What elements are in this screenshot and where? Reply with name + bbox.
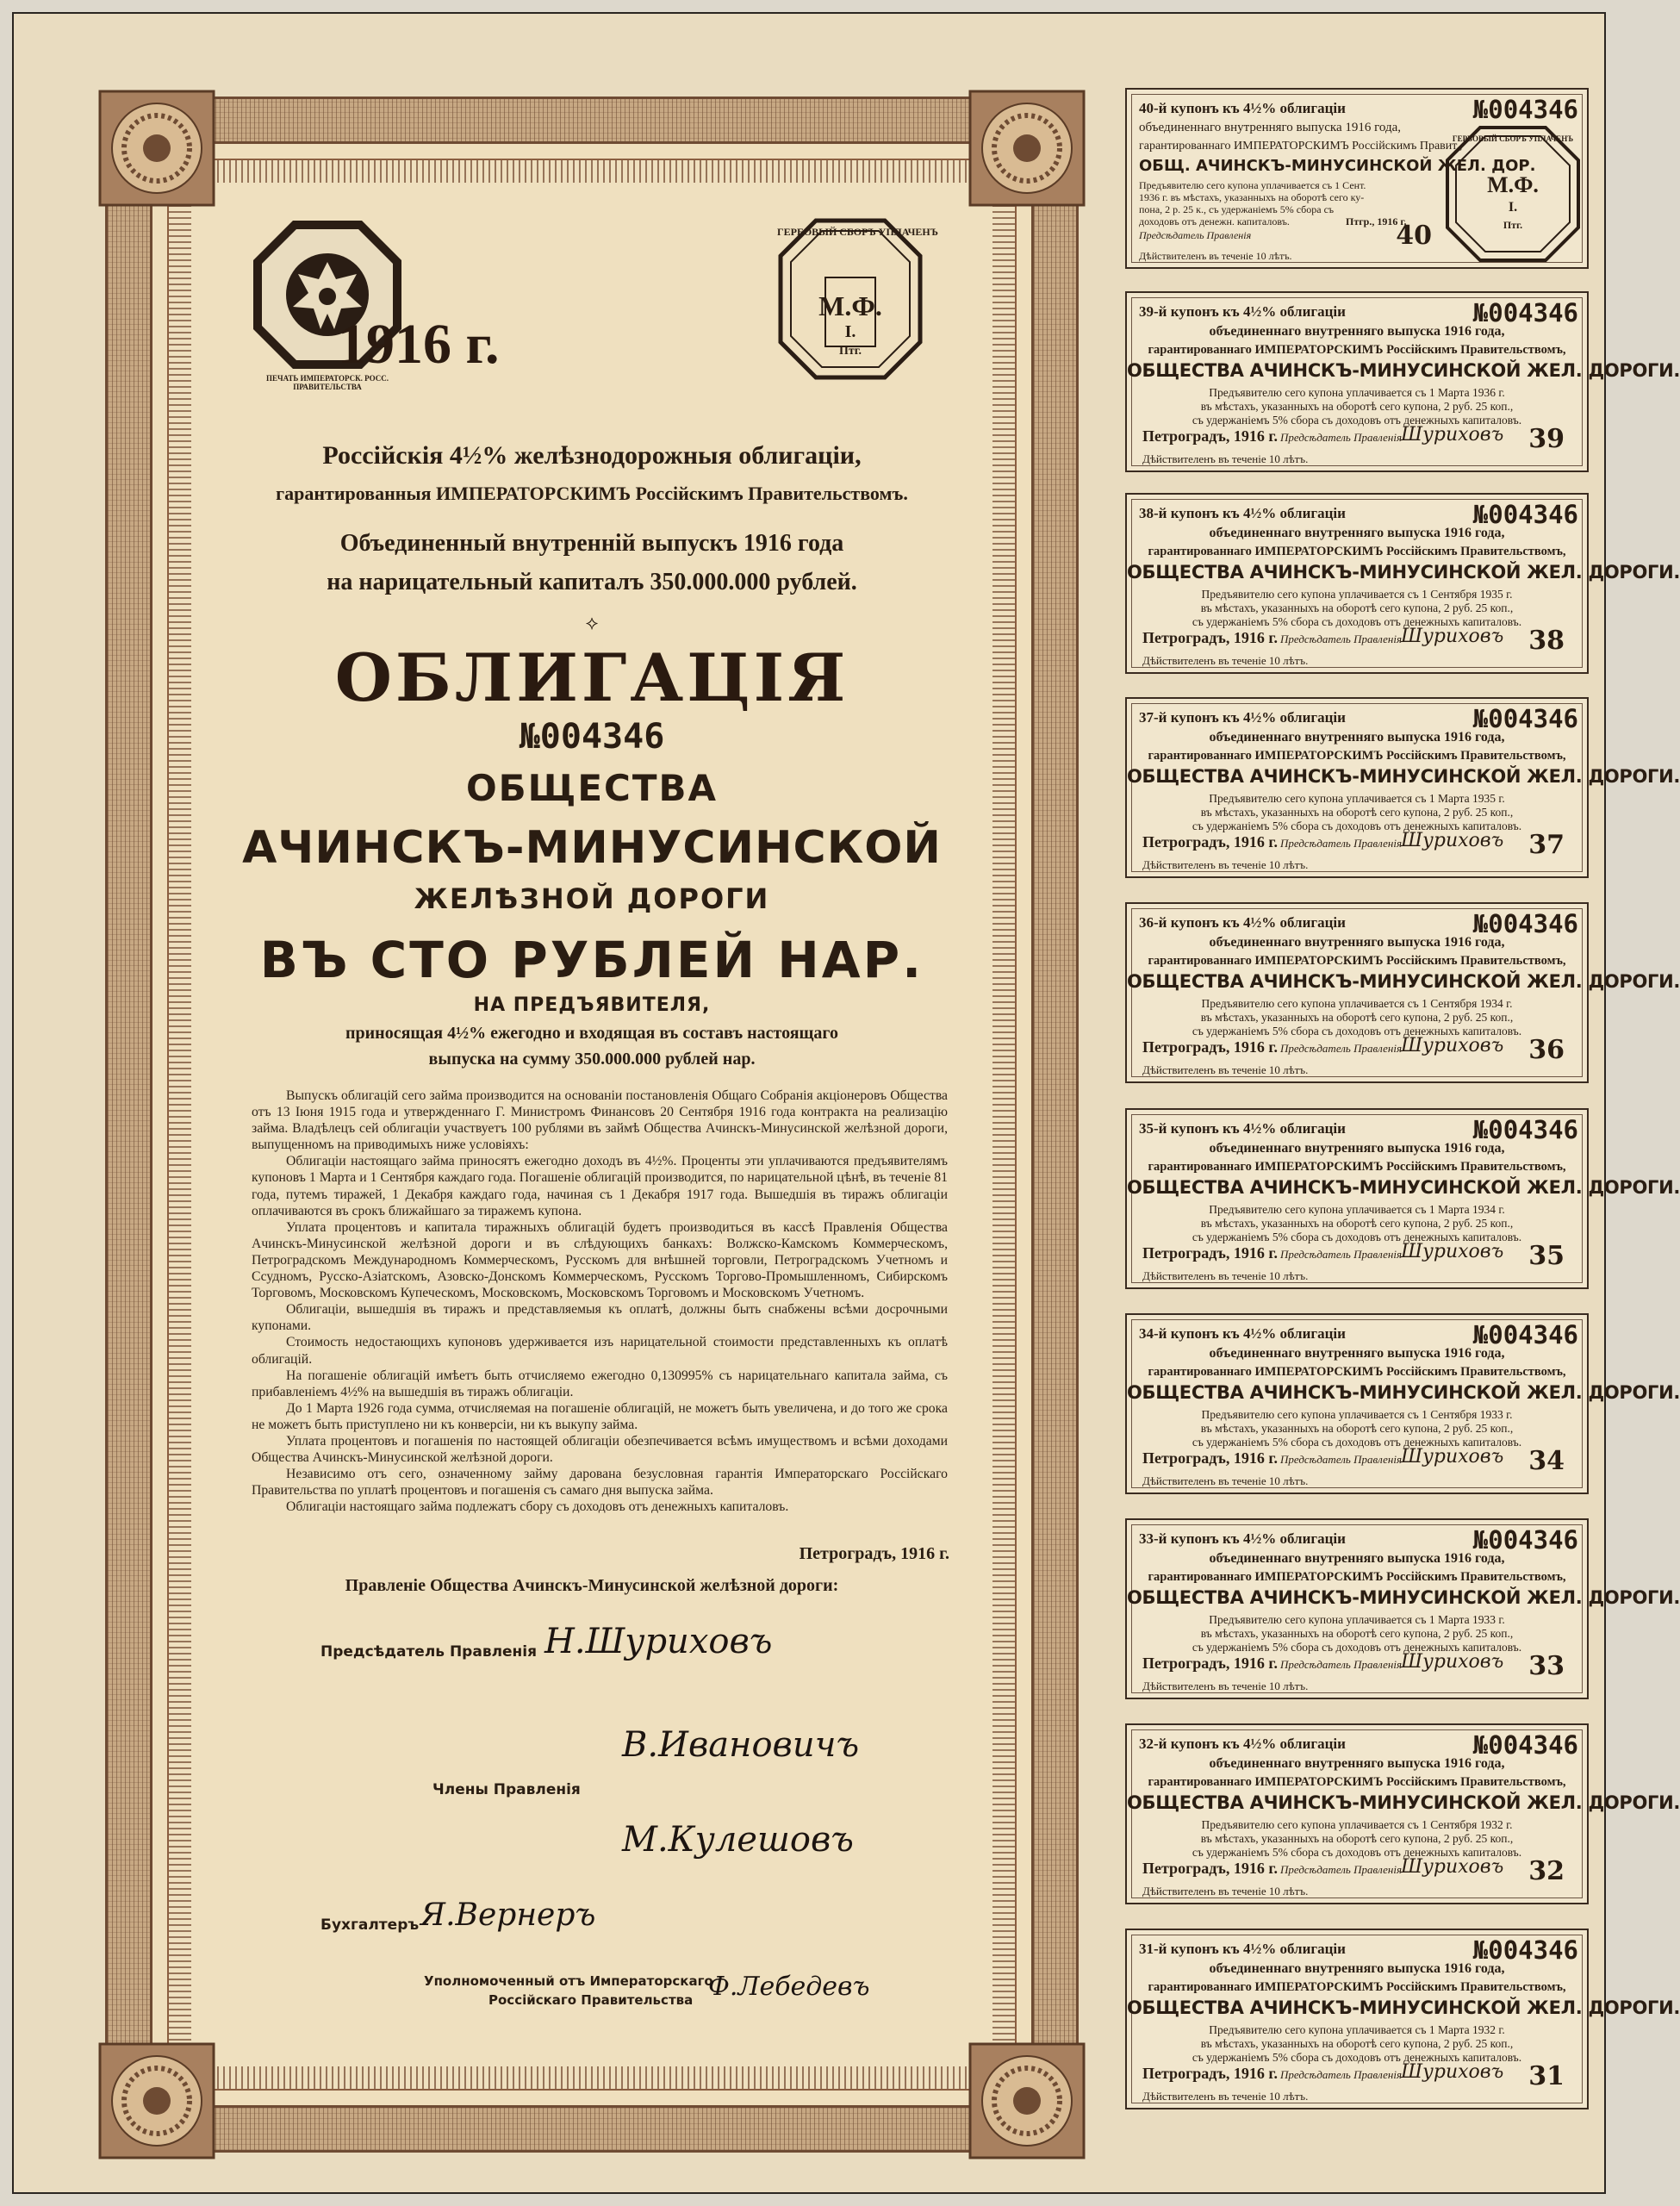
coupon-society: ОБЩЕСТВА АЧИНСКЪ-МИНУСИНСКОЙ ЖЕЛ. ДОРОГИ.	[1127, 360, 1680, 381]
coupon-line: Предъявителю сего купона уплачивается съ 1 Сентября 1934 г.	[1201, 997, 1513, 1010]
coupon-chairman: Предсѣдатель Правленiя	[1280, 1248, 1402, 1261]
coupon-number: №004346	[1472, 298, 1578, 327]
coupon-line: въ мѣстахъ, указанныхъ на оборотѣ сего купона, 2 руб. 25 коп.,	[1200, 2037, 1514, 2050]
coupon-line: съ удержанiемъ 5% сбора съ доходовъ отъ денежныхъ капиталовъ.	[1192, 1846, 1522, 1859]
coupon-signature: Шуриховъ	[1401, 626, 1504, 647]
coupon-index: 31	[1528, 2061, 1565, 2091]
corner-rosette	[96, 88, 217, 209]
coupon-title: 40-й купонъ къ 4½% облигацiи	[1139, 100, 1346, 116]
coupon-line: въ мѣстахъ, указанныхъ на оборотѣ сего купона, 2 руб. 25 коп.,	[1200, 1217, 1514, 1230]
coupon-signature: Шуриховъ	[1401, 830, 1504, 851]
coupon-line: въ мѣстахъ, указанныхъ на оборотѣ сего купона, 2 руб. 25 коп.,	[1200, 601, 1514, 614]
coupon-signature: Шуриховъ	[1401, 1241, 1504, 1262]
coupon-society: ОБЩЕСТВА АЧИНСКЪ-МИНУСИНСКОЙ ЖЕЛ. ДОРОГИ.	[1127, 1997, 1680, 2018]
terms-paragraph: На погашенiе облигацiй имѣетъ быть отчисляемо ежегодно 0,130995% съ нарицательнаго капитала займа, съ прибавленiемъ 4½% на вышедшiя въ тиражъ облигацiи.	[252, 1368, 948, 1399]
coupon-line: пона, 2 р. 25 к., съ удержанiемъ 5% сбора съ	[1139, 203, 1335, 215]
coupon-line: Предъявителю сего купона уплачивается съ 1 Марта 1934 г.	[1209, 1203, 1505, 1216]
corner-rosette	[96, 2041, 217, 2161]
coupon-line: въ мѣстахъ, указанныхъ на оборотѣ сего купона, 2 руб. 25 коп.,	[1200, 806, 1514, 819]
coupon-valid: Дѣйствителенъ въ теченiе 10 лѣтъ.	[1142, 1885, 1309, 1898]
coupon-valid: Дѣйствителенъ въ теченiе 10 лѣтъ.	[1142, 452, 1309, 465]
coupon-number: №004346	[1472, 95, 1578, 124]
members-label: Члены Правленiя	[432, 1781, 581, 1798]
bond-certificate	[105, 97, 1079, 2153]
coupon-signature: Шуриховъ	[1401, 2061, 1504, 2083]
coupon-title: 37-й купонъ къ 4½% облигацiи	[1139, 709, 1346, 726]
terms-paragraph: До 1 Марта 1926 года сумма, отчисляемая на погашенiе облигацiй, не можетъ быть увеличена, и до того же срока не можетъ быть приступлено ни къ конверсiи, ни къ выкупу займа.	[252, 1400, 948, 1432]
bond-line3: Объединенный внутреннiй выпускъ 1916 года	[339, 530, 844, 557]
member1-signature: В.Ивановичъ	[622, 1725, 860, 1765]
terms-paragraph: Уплата процентовъ и погашенiя по настоящей облигацiи обезпечивается всѣмъ имуществомъ и всѣми доходами Общества Ачинскъ-Минусинской желѣзной дороги.	[252, 1433, 948, 1466]
corner-rosette	[967, 88, 1087, 209]
coupon-chairman: Предсѣдатель Правленiя	[1280, 1658, 1402, 1671]
coupon-40	[1125, 88, 1589, 269]
coupon-signature: Шуриховъ	[1401, 424, 1504, 446]
coupon-36	[1125, 902, 1680, 1083]
coupon-society: ОБЩЕСТВА АЧИНСКЪ-МИНУСИНСКОЙ ЖЕЛ. ДОРОГИ.	[1127, 971, 1680, 992]
coupon-society: ОБЩ. АЧИНСКЪ-МИНУСИНСКОЙ ЖЕЛ. ДОР.	[1139, 157, 1536, 175]
coupon-35	[1125, 1108, 1680, 1289]
coupon-valid: Дѣйствителенъ въ теченiе 10 лѣтъ.	[1142, 1063, 1309, 1076]
terms-paragraph: Облигацiи, вышедшiя въ тиражъ и представляемыя къ оплатѣ, должны быть снабжены всѣми досрочными купонами.	[252, 1302, 948, 1334]
coupon-index: 34	[1528, 1446, 1565, 1476]
coupon-line: гарантированнаго ИМПЕРАТОРСКИМЪ Россiйскимъ Правительствомъ,	[1148, 749, 1566, 763]
coupon-index: 40	[1396, 221, 1432, 251]
coupon-chairman: Предсѣдатель Правленiя	[1280, 2068, 1402, 2081]
terms-paragraph: Уплата процентовъ и капитала тиражныхъ облигацiй будетъ производиться въ кассѣ Правленiя Общества Ачинскъ-Минусинской желѣзной дороги и въ слѣдующихъ банкахъ: Волжско-Камскомъ Коммерческомъ, Петроградскомъ Международномъ Коммерческомъ, Русскомъ для внѣшней торговли, Петроградскомъ Учетномъ и Ссудномъ, Русско-Азiатскомъ, Азовско-Донскомъ Коммерческомъ, Русскомъ Торгово-Промышленномъ, Сибирскомъ Торговомъ, Московскомъ Купеческомъ, Московскомъ, Московскомъ Торговомъ и Московскомъ Учетномъ.	[252, 1219, 948, 1301]
bond-number: №004346	[519, 717, 665, 757]
coupon-line: гарантированнаго ИМПЕРАТОРСКИМЪ Россiйскимъ Правительствомъ,	[1148, 1980, 1566, 1994]
coupon-valid: Дѣйствителенъ въ теченiе 10 лѣтъ.	[1139, 250, 1292, 262]
coupon-society: ОБЩЕСТВА АЧИНСКЪ-МИНУСИНСКОЙ ЖЕЛ. ДОРОГИ.	[1127, 1177, 1680, 1198]
authorized-label1: Уполномоченный отъ Императорскаго	[424, 1973, 713, 1989]
coupon-signature: Шуриховъ	[1401, 1446, 1504, 1468]
coupon-index: 36	[1528, 1035, 1565, 1065]
coupon-line: гарантированнаго ИМПЕРАТОРСКИМЪ Россiйскимъ Правит.,	[1139, 140, 1463, 153]
coupon-title: 39-й купонъ къ 4½% облигацiи	[1139, 303, 1346, 320]
bond-sheet	[12, 12, 1680, 2194]
coupon-line: гарантированнаго ИМПЕРАТОРСКИМЪ Россiйскимъ Правительствомъ,	[1148, 545, 1566, 558]
stamp-city: Птг.	[1503, 219, 1523, 231]
bond-bearer: НА ПРЕДЪЯВИТЕЛЯ,	[473, 994, 711, 1016]
stamp-center: М.Ф.	[1487, 172, 1539, 197]
coupon-line: съ удержанiемъ 5% сбора съ доходовъ отъ денежныхъ капиталовъ.	[1192, 1641, 1522, 1654]
coupon-line: въ мѣстахъ, указанныхъ на оборотѣ сего купона, 2 руб. 25 коп.,	[1200, 1422, 1514, 1435]
ornament-icon: ⟡	[585, 612, 599, 633]
coupon-37	[1125, 697, 1680, 878]
bond-railway-word: ЖЕЛѢЗНОЙ ДОРОГИ	[414, 882, 770, 915]
coupon-valid: Дѣйствителенъ въ теченiе 10 лѣтъ.	[1142, 1269, 1309, 1282]
coupon-line: Предъявителю сего купона уплачивается съ 1 Марта 1933 г.	[1209, 1613, 1505, 1626]
coupon-line: гарантированнаго ИМПЕРАТОРСКИМЪ Россiйскимъ Правительствомъ,	[1148, 1160, 1566, 1174]
coupon-line: съ удержанiемъ 5% сбора съ доходовъ отъ денежныхъ капиталовъ.	[1192, 1231, 1522, 1243]
coupon-line: Предъявителю сего купона уплачивается съ 1 Марта 1935 г.	[1209, 792, 1505, 805]
coupon-index: 32	[1528, 1856, 1565, 1886]
coupon-title: 33-й купонъ къ 4½% облигацiи	[1139, 1530, 1346, 1547]
coupon-line: Предъявителю сего купона уплачивается съ 1 Сентября 1933 г.	[1201, 1408, 1513, 1421]
accountant-label: Бухгалтеръ	[320, 1916, 420, 1934]
bond-title: ОБЛИГАЦIЯ	[334, 639, 849, 716]
coupon-33	[1125, 1518, 1680, 1699]
coupon-city: Петроградъ, 1916 г.	[1142, 833, 1278, 851]
coupon-chairman: Предсѣдатель Правленiя	[1139, 229, 1252, 241]
coupon-index: 33	[1528, 1651, 1565, 1681]
coupon-line: гарантированнаго ИМПЕРАТОРСКИМЪ Россiйскимъ Правительствомъ,	[1148, 954, 1566, 968]
coupon-31	[1125, 1929, 1680, 2109]
accountant-signature: Я.Вернеръ	[420, 1898, 596, 1933]
tax-stamp-center: М.Ф.	[818, 290, 882, 321]
terms-paragraph: Облигацiи настоящаго займа приносятъ ежегодно доходъ въ 4½%. Проценты эти уплачиваются предъявителямъ купоновъ 1 Марта и 1 Сентября каждаго года. Погашенiе облигацiй производится, по нарицательной цѣнѣ, въ теченiе 81 года, путемъ тиражей, 1 Декабря каждаго года, начиная съ 1 Декабря 1917 года. Вышедшiя въ тиражъ облигацiи оплачиваются въ срокъ ближайшаго за тиражемъ купона.	[252, 1154, 948, 1218]
coupon-line: объединеннаго внутренняго выпуска 1916 года,	[1209, 1551, 1505, 1566]
coupon-line: гарантированнаго ИМПЕРАТОРСКИМЪ Россiйскимъ Правительствомъ,	[1148, 343, 1566, 357]
coupon-number: №004346	[1472, 1115, 1578, 1144]
coupon-line: гарантированнаго ИМПЕРАТОРСКИМЪ Россiйскимъ Правительствомъ,	[1148, 1570, 1566, 1584]
stamp-text: ГЕРБОВЫЙ СБОРЪ УПЛАЧЕНЪ	[1452, 134, 1574, 143]
coupon-chairman: Предсѣдатель Правленiя	[1280, 837, 1402, 850]
coupon-signature: Шуриховъ	[1401, 1856, 1504, 1878]
coupon-signature: Шуриховъ	[1401, 1651, 1504, 1673]
tax-stamp-sub: I.	[844, 322, 856, 341]
coupon-signature: Шуриховъ	[1401, 1035, 1504, 1056]
coupon-line: съ удержанiемъ 5% сбора съ доходовъ отъ денежныхъ капиталовъ.	[1192, 1436, 1522, 1449]
coupon-number: №004346	[1472, 1320, 1578, 1349]
bond-interest-line1: приносящая 4½% ежегодно и входящая въ составъ настоящаго	[345, 1024, 838, 1043]
coupon-line: Предъявителю сего купона уплачивается съ 1 Сентября 1932 г.	[1201, 1818, 1513, 1831]
coupon-city: Петроградъ, 1916 г.	[1142, 629, 1278, 646]
coupon-city: Петроградъ, 1916 г.	[1142, 427, 1278, 445]
coupon-chairman: Предсѣдатель Правленiя	[1280, 1042, 1402, 1055]
coupon-chairman: Предсѣдатель Правленiя	[1280, 1863, 1402, 1876]
seal-text: ПЕЧАТЬ ИМПЕРАТОРСК. РОСС. ПРАВИТЕЛЬСТВА	[266, 374, 389, 391]
coupon-number: №004346	[1472, 909, 1578, 938]
bond-line4: на нарицательный капиталъ 350.000.000 рублей.	[327, 569, 857, 595]
coupon-line: Предъявителю сего купона уплачивается съ 1 Сент.	[1139, 179, 1366, 191]
coupon-title: 35-й купонъ къ 4½% облигацiи	[1139, 1120, 1346, 1137]
corner-rosette	[967, 2041, 1087, 2161]
coupon-society: ОБЩЕСТВА АЧИНСКЪ-МИНУСИНСКОЙ ЖЕЛ. ДОРОГИ.	[1127, 766, 1680, 787]
coupon-title: 32-й купонъ къ 4½% облигацiи	[1139, 1736, 1346, 1752]
bond-line1: Россiйскiя 4½% желѣзнодорожныя облигацiи,	[322, 441, 862, 470]
coupon-line: съ удержанiемъ 5% сбора съ доходовъ отъ денежныхъ капиталовъ.	[1192, 819, 1522, 832]
coupon-line: Предъявителю сего купона уплачивается съ 1 Марта 1932 г.	[1209, 2023, 1505, 2036]
terms-paragraph: Облигацiи настоящаго займа подлежатъ сбору съ доходовъ отъ денежныхъ капиталовъ.	[286, 1499, 789, 1515]
coupon-valid: Дѣйствителенъ въ теченiе 10 лѣтъ.	[1142, 1474, 1309, 1487]
coupon-society: ОБЩЕСТВА АЧИНСКЪ-МИНУСИНСКОЙ ЖЕЛ. ДОРОГИ.	[1127, 562, 1680, 583]
coupon-number: №004346	[1472, 500, 1578, 529]
coupon-line: Предъявителю сего купона уплачивается съ 1 Марта 1936 г.	[1209, 386, 1505, 399]
stamp-sub: I.	[1508, 200, 1518, 215]
coupon-line: въ мѣстахъ, указанныхъ на оборотѣ сего купона, 2 руб. 25 коп.,	[1200, 1011, 1514, 1024]
authorized-signature: Ф.Лебедевъ	[708, 1972, 870, 2002]
coupon-city: Петроградъ, 1916 г.	[1142, 1038, 1278, 1056]
coupon-line: гарантированнаго ИМПЕРАТОРСКИМЪ Россiйскимъ Правительствомъ,	[1148, 1775, 1566, 1789]
terms-paragraph: Независимо отъ сего, означенному займу дарована безусловная гарантiя Императорскаго Россiйскаго Правительства по уплатѣ процентовъ и погашенiя съ самаго дня выпуска займа.	[252, 1467, 948, 1499]
coupon-city: Петроградъ, 1916 г.	[1142, 1860, 1278, 1877]
bond-year: 1916 г.	[338, 313, 500, 376]
coupon-line: объединеннаго внутренняго выпуска 1916 года,	[1209, 730, 1505, 745]
bond-railway-name: АЧИНСКЪ-МИНУСИНСКОЙ	[242, 822, 942, 874]
coupon-chairman: Предсѣдатель Правленiя	[1280, 431, 1402, 444]
tax-stamp-text: ГЕРБОВЫЙ СБОРЪ УПЛАЧЕНЪ	[777, 226, 938, 238]
coupon-line: съ удержанiемъ 5% сбора съ доходовъ отъ денежныхъ капиталовъ.	[1192, 414, 1522, 427]
coupon-title: 38-й купонъ къ 4½% облигацiи	[1139, 505, 1346, 521]
coupon-line: объединеннаго внутренняго выпуска 1916 года,	[1209, 1756, 1505, 1771]
chairman-signature: Н.Шуриховъ	[544, 1622, 773, 1661]
coupon-index: 39	[1528, 424, 1565, 454]
bond-board: Правленiе Общества Ачинскъ-Минусинской желѣзной дороги:	[345, 1576, 839, 1595]
coupon-number: №004346	[1472, 1525, 1578, 1555]
member2-signature: М.Кулешовъ	[622, 1820, 854, 1860]
coupon-line: 1936 г. въ мѣстахъ, указанныхъ на оборотѣ сего ку-	[1139, 191, 1365, 203]
coupon-number: №004346	[1472, 1935, 1578, 1965]
bond-terms	[252, 1087, 948, 1515]
bond-interest-line2: выпуска на сумму 350.000.000 рублей нар.	[428, 1050, 756, 1069]
coupon-city: Петроградъ, 1916 г.	[1142, 2065, 1278, 2082]
coupon-index: 37	[1528, 830, 1565, 860]
coupon-title: 31-й купонъ къ 4½% облигацiи	[1139, 1941, 1346, 1957]
bond-denomination: ВЪ СТО РУБЛЕЙ НАР.	[259, 931, 924, 989]
coupon-line: объединеннаго внутренняго выпуска 1916 года,	[1209, 324, 1505, 339]
coupon-line: объединеннаго внутренняго выпуска 1916 года,	[1209, 526, 1505, 540]
coupon-line: въ мѣстахъ, указанныхъ на оборотѣ сего купона, 2 руб. 25 коп.,	[1200, 1832, 1514, 1845]
coupon-line: съ удержанiемъ 5% сбора съ доходовъ отъ денежныхъ капиталовъ.	[1192, 615, 1522, 628]
coupon-index: 35	[1528, 1241, 1565, 1271]
coupon-line: объединеннаго внутренняго выпуска 1916 года,	[1209, 935, 1505, 950]
coupon-title: 34-й купонъ къ 4½% облигацiи	[1139, 1325, 1346, 1342]
coupon-line: доходовъ отъ денежн. капиталовъ.	[1139, 215, 1290, 227]
coupon-chairman: Предсѣдатель Правленiя	[1280, 633, 1402, 645]
coupon-number: №004346	[1472, 1730, 1578, 1760]
coupon-title: 36-й купонъ къ 4½% облигацiи	[1139, 914, 1346, 931]
coupon-line: объединеннаго внутренняго выпуска 1916 года,	[1209, 1141, 1505, 1156]
coupon-line: гарантированнаго ИМПЕРАТОРСКИМЪ Россiйскимъ Правительствомъ,	[1148, 1365, 1566, 1379]
coupon-line: съ удержанiемъ 5% сбора съ доходовъ отъ денежныхъ капиталовъ.	[1192, 2051, 1522, 2064]
coupon-index: 38	[1528, 626, 1565, 656]
coupon-line: объединеннаго внутренняго выпуска 1916 года,	[1209, 1346, 1505, 1361]
coupon-society: ОБЩЕСТВА АЧИНСКЪ-МИНУСИНСКОЙ ЖЕЛ. ДОРОГИ.	[1127, 1792, 1680, 1813]
coupon-line: Предъявителю сего купона уплачивается съ 1 Сентября 1935 г.	[1201, 588, 1513, 601]
coupon-valid: Дѣйствителенъ въ теченiе 10 лѣтъ.	[1142, 654, 1309, 667]
bond-line2: гарантированныя ИМПЕРАТОРСКИМЪ Россiйскимъ Правительствомъ.	[276, 483, 908, 504]
coupon-society: ОБЩЕСТВА АЧИНСКЪ-МИНУСИНСКОЙ ЖЕЛ. ДОРОГИ.	[1127, 1382, 1680, 1403]
chairman-label: Предсѣдатель Правленiя	[320, 1643, 538, 1661]
terms-paragraph: Стоимость недостающихъ купоновъ удерживается изъ нарицательной стоимости представленныхъ къ оплатѣ облигацiй.	[252, 1335, 948, 1367]
coupon-38	[1125, 493, 1680, 674]
coupon-39	[1125, 291, 1680, 472]
coupon-32	[1125, 1723, 1680, 1904]
bond-city-date: Петроградъ, 1916 г.	[799, 1544, 949, 1563]
authorized-label2: Россiйскаго Правительства	[488, 1992, 694, 2008]
coupon-city: Птгр., 1916 г.	[1346, 215, 1407, 227]
coupon-line: въ мѣстахъ, указанныхъ на оборотѣ сего купона, 2 руб. 25 коп.,	[1200, 400, 1514, 413]
coupon-city: Петроградъ, 1916 г.	[1142, 1654, 1278, 1672]
coupon-line: объединеннаго внутренняго выпуска 1916 года,	[1209, 1961, 1505, 1976]
tax-stamp-city: Птг.	[838, 345, 862, 358]
coupon-city: Петроградъ, 1916 г.	[1142, 1244, 1278, 1262]
coupon-34	[1125, 1313, 1680, 1494]
coupon-valid: Дѣйствителенъ въ теченiе 10 лѣтъ.	[1142, 858, 1309, 871]
coupon-chairman: Предсѣдатель Правленiя	[1280, 1453, 1402, 1466]
coupon-society: ОБЩЕСТВА АЧИНСКЪ-МИНУСИНСКОЙ ЖЕЛ. ДОРОГИ.	[1127, 1587, 1680, 1608]
coupon-valid: Дѣйствителенъ въ теченiе 10 лѣтъ.	[1142, 1679, 1309, 1692]
coupon-line: въ мѣстахъ, указанныхъ на оборотѣ сего купона, 2 руб. 25 коп.,	[1200, 1627, 1514, 1640]
coupon-line: съ удержанiемъ 5% сбора съ доходовъ отъ денежныхъ капиталовъ.	[1192, 1025, 1522, 1038]
terms-paragraph: Выпускъ облигацiй сего займа производится на основанiи постановленiя Общаго Собранiя акцiонеровъ Общества отъ 13 Iюня 1915 года и утвержденнаго Г. Министромъ Финансовъ 20 Сентября 1916 года контракта на реализацiю займа. Владѣлецъ сей облигацiи участвуетъ 100 рублями въ займѣ Общества Ачинскъ-Минусинской желѣзной дороги, выпущенномъ на приводимыхъ ниже условiяхъ:	[252, 1088, 948, 1153]
coupon-valid: Дѣйствителенъ въ теченiе 10 лѣтъ.	[1142, 2090, 1309, 2103]
coupon-line: объединеннаго внутренняго выпуска 1916 года,	[1139, 121, 1401, 134]
coupon-city: Петроградъ, 1916 г.	[1142, 1449, 1278, 1467]
bond-society: ОБЩЕСТВА	[465, 767, 719, 809]
coupon-number: №004346	[1472, 704, 1578, 733]
